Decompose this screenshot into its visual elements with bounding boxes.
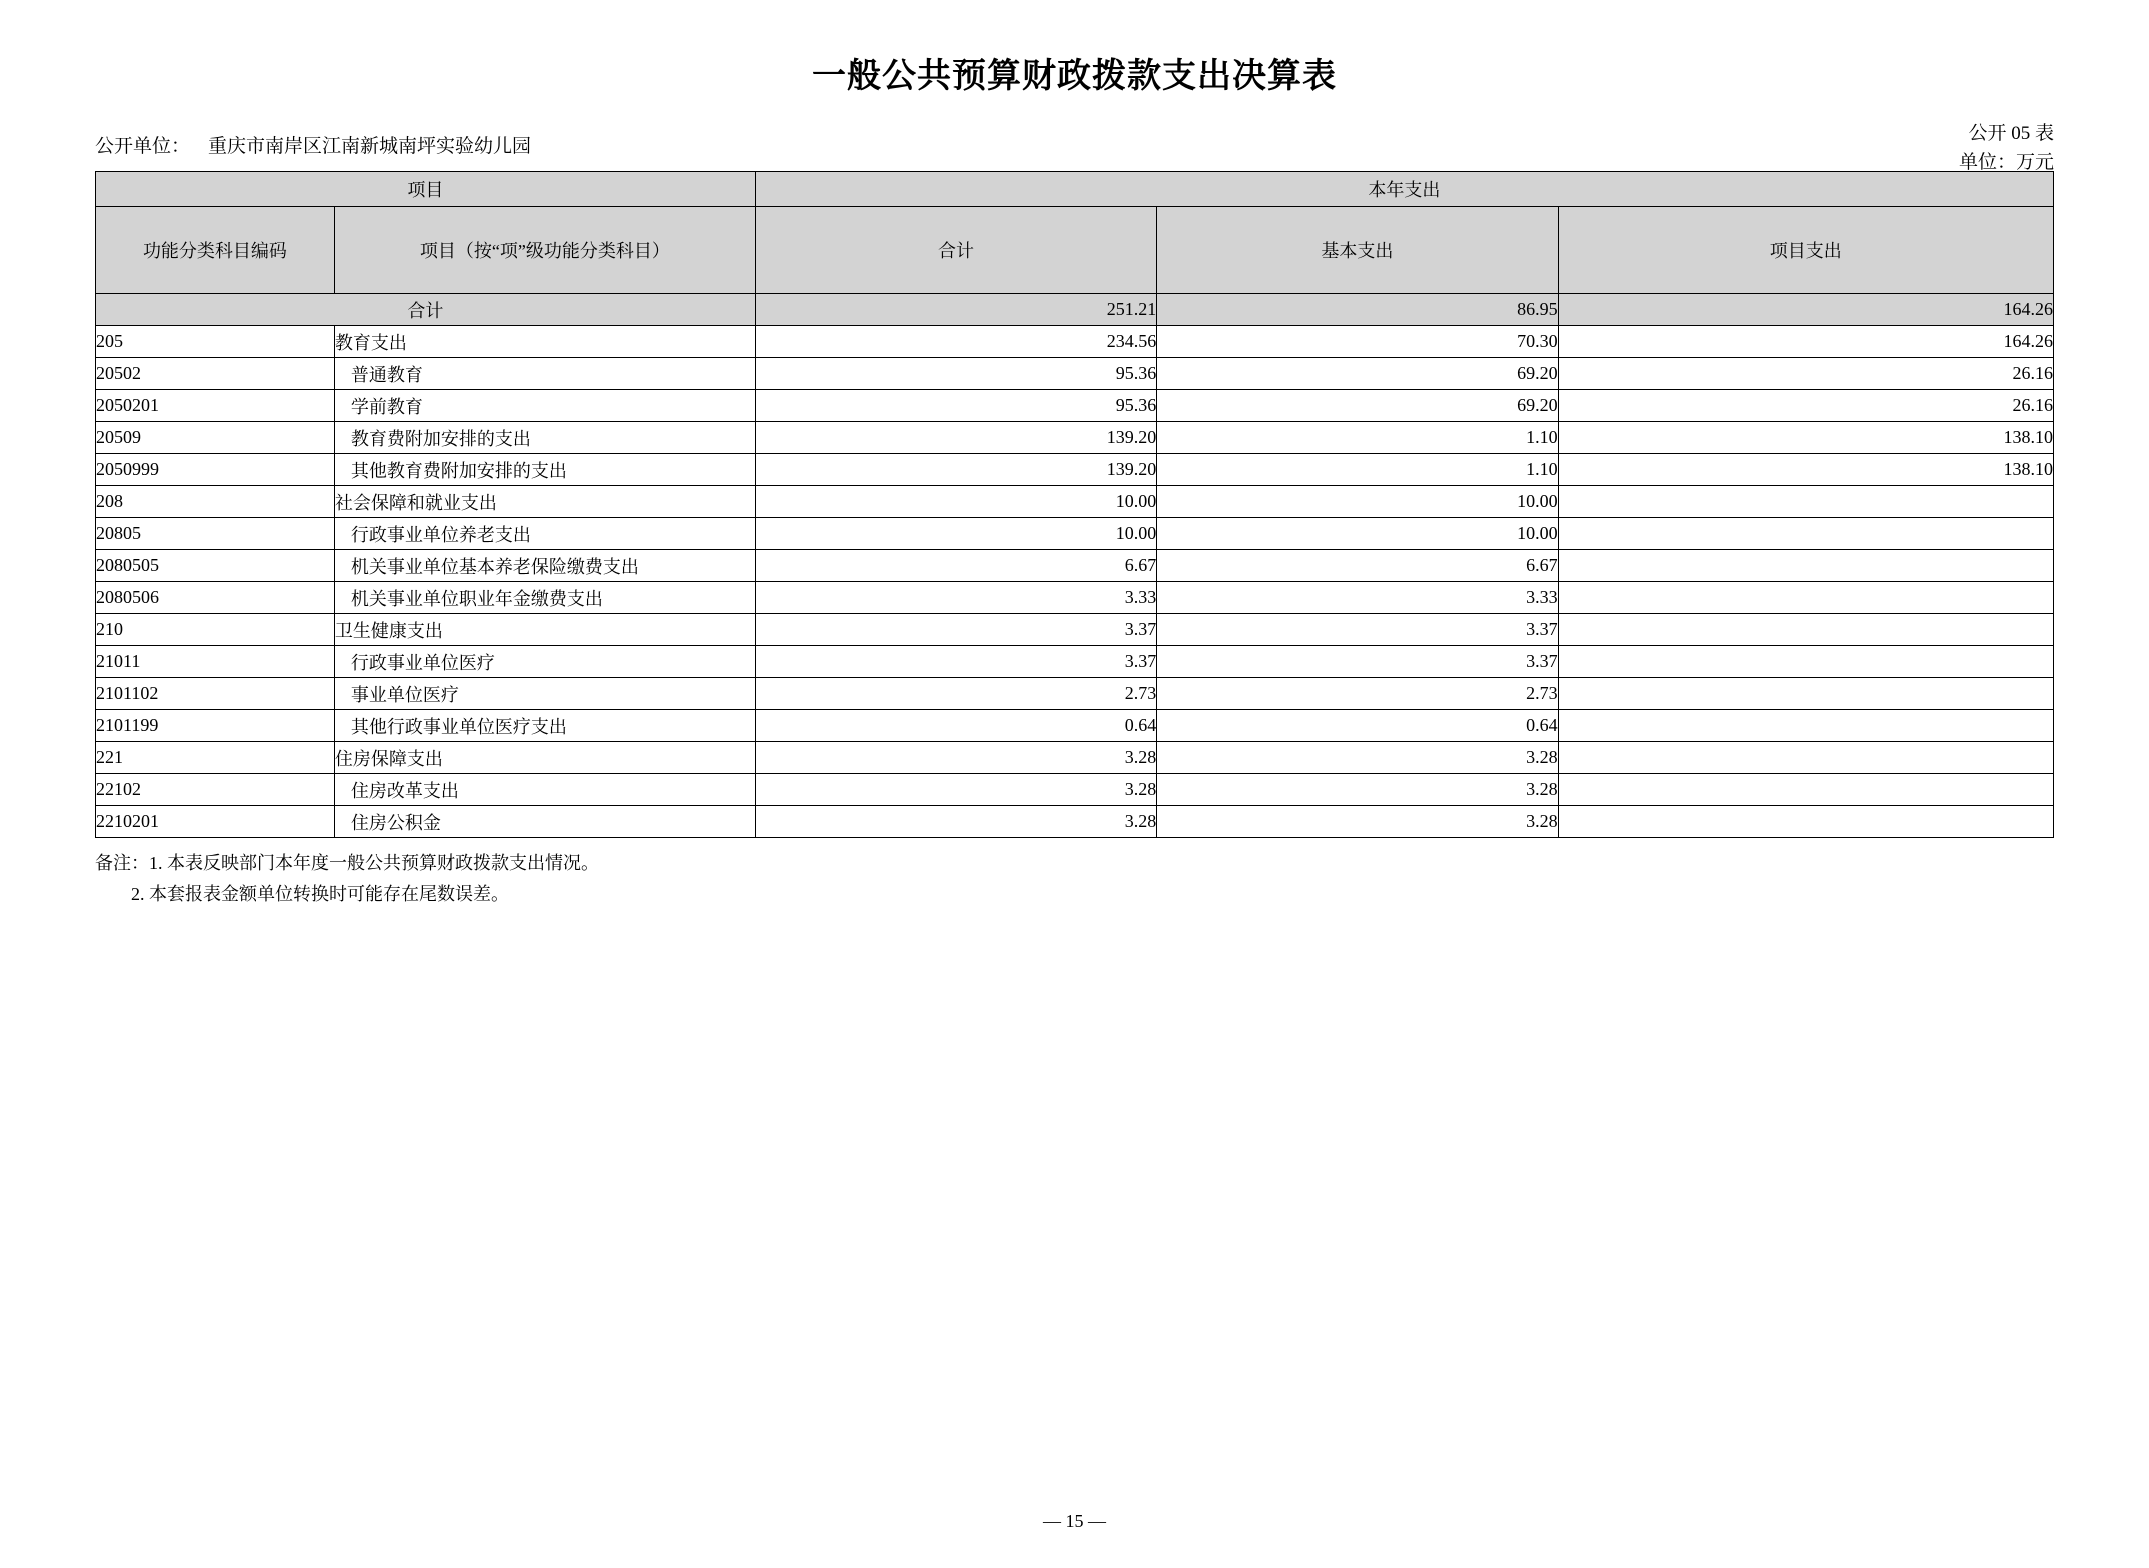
cell-total: 3.28 bbox=[755, 742, 1156, 774]
table-group-header-row bbox=[96, 172, 2054, 207]
cell-basic: 3.28 bbox=[1157, 806, 1558, 838]
table-row bbox=[96, 742, 2054, 774]
cell-project bbox=[1558, 550, 2053, 582]
table-row bbox=[96, 806, 2054, 838]
cell-name bbox=[334, 678, 755, 710]
cell-name bbox=[334, 358, 755, 390]
cell-name-indented: 行政事业单位养老支出 bbox=[350, 524, 531, 545]
cell-basic: 69.20 bbox=[1157, 358, 1558, 390]
cell-code: 2050999 bbox=[96, 454, 335, 486]
cell-project bbox=[1558, 678, 2053, 710]
unit-name: 重庆市南岸区江南新城南坪实验幼儿园 bbox=[208, 135, 532, 157]
cell-name-indented: 其他行政事业单位医疗支出 bbox=[350, 716, 567, 737]
cell-name bbox=[334, 518, 755, 550]
cell-name: 住房保障支出 bbox=[334, 742, 755, 774]
table-body bbox=[96, 294, 2054, 838]
cell-project bbox=[1558, 742, 2053, 774]
cell-project bbox=[1558, 486, 2053, 518]
cell-basic: 0.64 bbox=[1157, 710, 1558, 742]
cell-basic: 69.20 bbox=[1157, 390, 1558, 422]
cell-code: 208 bbox=[96, 486, 335, 518]
cell-name: 卫生健康支出 bbox=[334, 614, 755, 646]
form-number: 公开 05 表 bbox=[1968, 123, 2054, 144]
table-row bbox=[96, 614, 2054, 646]
cell-basic: 3.28 bbox=[1157, 774, 1558, 806]
cell-code: 2101102 bbox=[96, 678, 335, 710]
table-notes bbox=[95, 848, 2054, 909]
cell-name bbox=[334, 390, 755, 422]
cell-code: 21011 bbox=[96, 646, 335, 678]
cell-name-indented: 教育费附加安排的支出 bbox=[350, 428, 531, 449]
cell-total: 139.20 bbox=[755, 454, 1156, 486]
cell-basic: 10.00 bbox=[1157, 518, 1558, 550]
cell-name: 教育支出 bbox=[334, 326, 755, 358]
cell-total: 3.28 bbox=[755, 774, 1156, 806]
cell-project: 164.26 bbox=[1558, 326, 2053, 358]
cell-project bbox=[1558, 582, 2053, 614]
cell-total: 3.33 bbox=[755, 582, 1156, 614]
table-row bbox=[96, 518, 2054, 550]
cell-total: 10.00 bbox=[755, 486, 1156, 518]
cell-name bbox=[334, 774, 755, 806]
cell-name bbox=[334, 422, 755, 454]
cell-project: 138.10 bbox=[1558, 454, 2053, 486]
cell-code: 2210201 bbox=[96, 806, 335, 838]
unit-label: 公开单位： bbox=[95, 135, 191, 157]
table-row bbox=[96, 326, 2054, 358]
table-column-header-row bbox=[96, 207, 2054, 294]
cell-name-indented: 学前教育 bbox=[350, 396, 423, 417]
cell-name-indented: 住房改革支出 bbox=[350, 780, 459, 801]
cell-name-indented: 其他教育费附加安排的支出 bbox=[350, 460, 567, 481]
cell-name-indented: 机关事业单位基本养老保险缴费支出 bbox=[350, 556, 639, 577]
table-row bbox=[96, 390, 2054, 422]
cell-basic: 3.37 bbox=[1157, 614, 1558, 646]
cell-name: 社会保障和就业支出 bbox=[334, 486, 755, 518]
cell-basic: 3.37 bbox=[1157, 646, 1558, 678]
cell-code: 210 bbox=[96, 614, 335, 646]
cell-code: 205 bbox=[96, 326, 335, 358]
cell-name-indented: 机关事业单位职业年金缴费支出 bbox=[350, 588, 603, 609]
cell-code: 2050201 bbox=[96, 390, 335, 422]
cell-total: 2.73 bbox=[755, 678, 1156, 710]
total-row-label: 合计 bbox=[96, 294, 756, 326]
cell-basic: 70.30 bbox=[1157, 326, 1558, 358]
column-header-name: 项目（按“项”级功能分类科目） bbox=[334, 207, 755, 294]
cell-code: 221 bbox=[96, 742, 335, 774]
table-row bbox=[96, 454, 2054, 486]
cell-total: 6.67 bbox=[755, 550, 1156, 582]
cell-code: 20502 bbox=[96, 358, 335, 390]
column-header-total: 合计 bbox=[755, 207, 1156, 294]
cell-basic: 3.33 bbox=[1157, 582, 1558, 614]
cell-basic: 1.10 bbox=[1157, 454, 1558, 486]
cell-total: 95.36 bbox=[755, 390, 1156, 422]
cell-project bbox=[1558, 806, 2053, 838]
cell-total: 3.28 bbox=[755, 806, 1156, 838]
total-row-total: 251.21 bbox=[755, 294, 1156, 326]
table-row bbox=[96, 550, 2054, 582]
table-row bbox=[96, 710, 2054, 742]
cell-name bbox=[334, 454, 755, 486]
cell-basic: 6.67 bbox=[1157, 550, 1558, 582]
cell-total: 10.00 bbox=[755, 518, 1156, 550]
cell-name-indented: 普通教育 bbox=[350, 364, 423, 385]
total-row-project: 164.26 bbox=[1558, 294, 2053, 326]
form-meta-left bbox=[95, 132, 2054, 161]
cell-total: 3.37 bbox=[755, 646, 1156, 678]
page-number: — 15 — bbox=[1043, 1511, 1106, 1531]
group-header-item: 项目 bbox=[96, 172, 756, 207]
column-header-code: 功能分类科目编码 bbox=[96, 207, 335, 294]
cell-name bbox=[334, 550, 755, 582]
total-row-basic: 86.95 bbox=[1157, 294, 1558, 326]
budget-expenditure-table bbox=[95, 171, 2054, 838]
column-header-basic: 基本支出 bbox=[1157, 207, 1558, 294]
cell-name-indented: 行政事业单位医疗 bbox=[350, 652, 495, 673]
table-row-total bbox=[96, 294, 2054, 326]
cell-code: 22102 bbox=[96, 774, 335, 806]
page-title: 一般公共预算财政拨款支出决算表 bbox=[812, 58, 1337, 95]
cell-project bbox=[1558, 646, 2053, 678]
cell-basic: 2.73 bbox=[1157, 678, 1558, 710]
cell-basic: 1.10 bbox=[1157, 422, 1558, 454]
cell-project: 26.16 bbox=[1558, 390, 2053, 422]
note-line-2: 2. 本套报表金额单位转换时可能存在尾数误差。 bbox=[131, 883, 509, 904]
cell-basic: 10.00 bbox=[1157, 486, 1558, 518]
cell-basic: 3.28 bbox=[1157, 742, 1558, 774]
amount-unit: 单位：万元 bbox=[1958, 152, 2054, 174]
table-row bbox=[96, 358, 2054, 390]
group-header-current-year: 本年支出 bbox=[755, 172, 2053, 207]
cell-total: 95.36 bbox=[755, 358, 1156, 390]
cell-total: 0.64 bbox=[755, 710, 1156, 742]
document-page bbox=[0, 48, 2149, 1568]
cell-project bbox=[1558, 710, 2053, 742]
cell-project bbox=[1558, 774, 2053, 806]
cell-name bbox=[334, 710, 755, 742]
table-row bbox=[96, 486, 2054, 518]
column-header-project: 项目支出 bbox=[1558, 207, 2053, 294]
cell-total: 139.20 bbox=[755, 422, 1156, 454]
cell-total: 234.56 bbox=[755, 326, 1156, 358]
cell-code: 2080506 bbox=[96, 582, 335, 614]
cell-project: 26.16 bbox=[1558, 358, 2053, 390]
cell-name bbox=[334, 806, 755, 838]
table-row bbox=[96, 582, 2054, 614]
cell-name bbox=[334, 646, 755, 678]
cell-code: 20805 bbox=[96, 518, 335, 550]
cell-name-indented: 住房公积金 bbox=[350, 812, 441, 833]
cell-name bbox=[334, 582, 755, 614]
table-row bbox=[96, 774, 2054, 806]
cell-total: 3.37 bbox=[755, 614, 1156, 646]
cell-project bbox=[1558, 518, 2053, 550]
cell-code: 20509 bbox=[96, 422, 335, 454]
cell-code: 2101199 bbox=[96, 710, 335, 742]
table-row bbox=[96, 678, 2054, 710]
cell-name-indented: 事业单位医疗 bbox=[350, 684, 459, 705]
table-row bbox=[96, 422, 2054, 454]
cell-project bbox=[1558, 614, 2053, 646]
table-row bbox=[96, 646, 2054, 678]
cell-code: 2080505 bbox=[96, 550, 335, 582]
cell-project: 138.10 bbox=[1558, 422, 2053, 454]
note-line-1: 备注：1. 本表反映部门本年度一般公共预算财政拨款支出情况。 bbox=[95, 853, 599, 874]
